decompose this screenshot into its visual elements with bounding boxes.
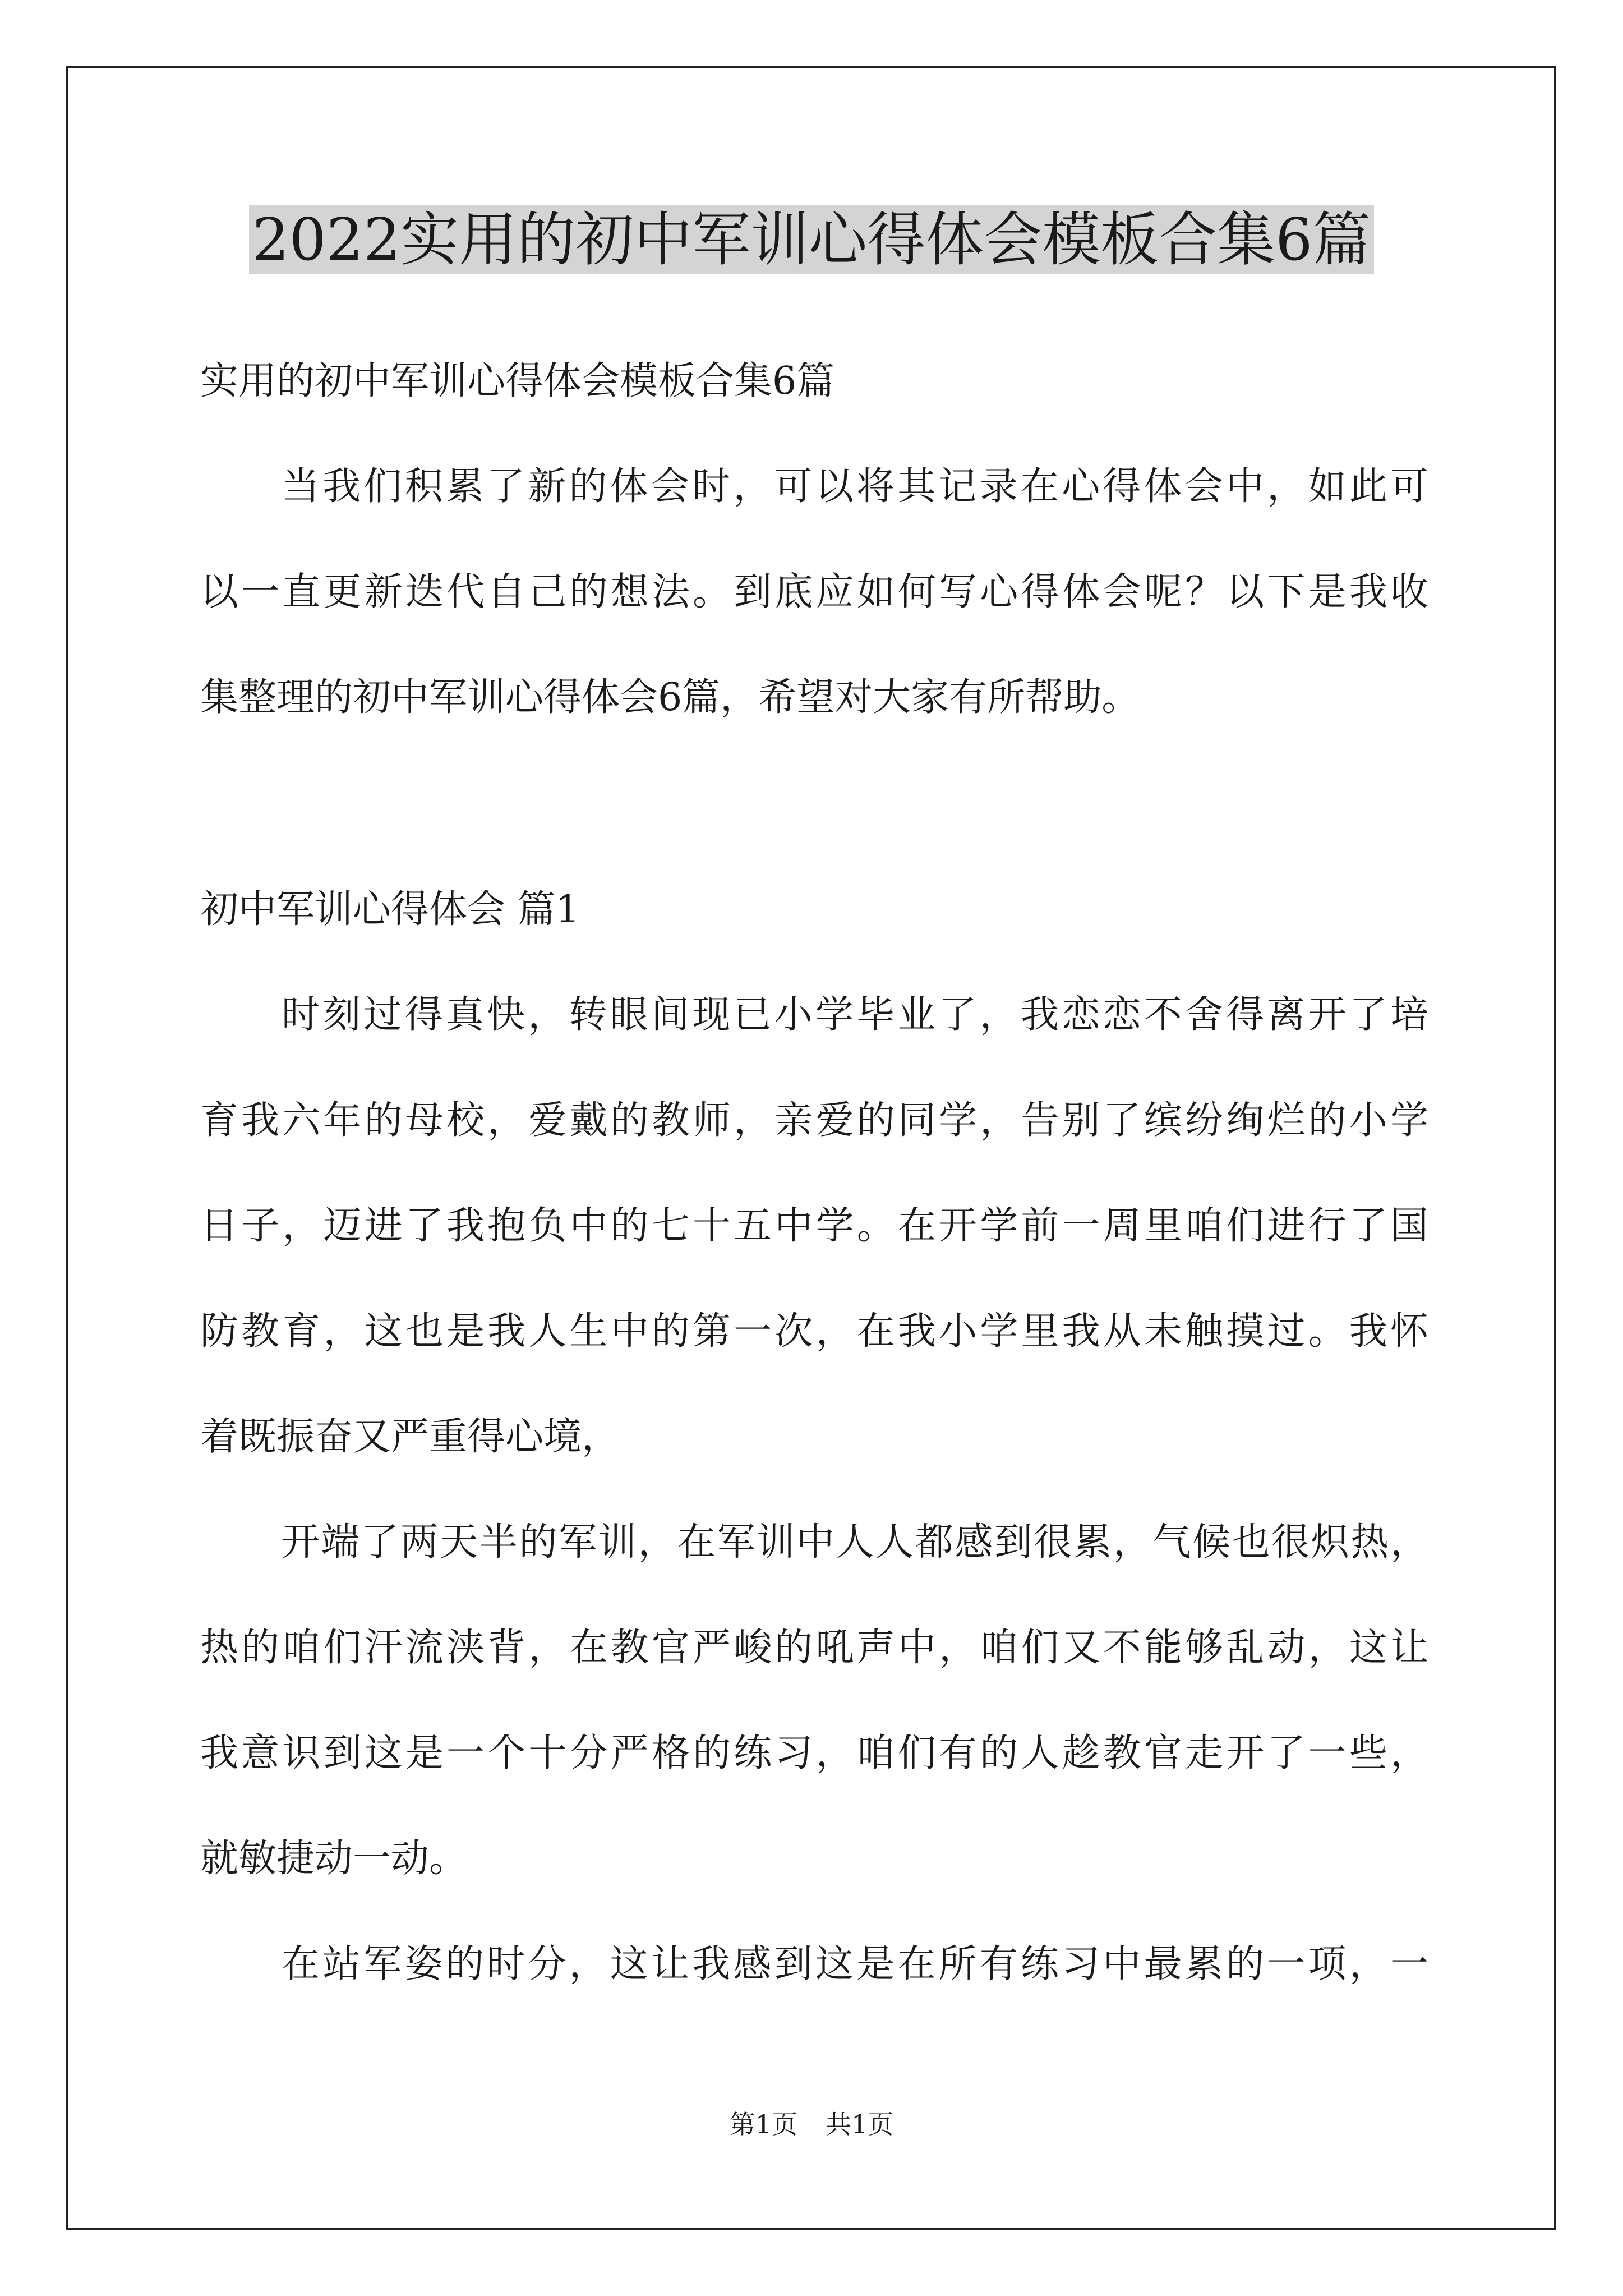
intro-line: 当我们积累了新的体会时，可以将其记录在心得体会中，如此可 [282, 464, 1428, 509]
intro-line: 以一直更新迭代自己的想法。到底应如何写心得体会呢？以下是我收 [200, 570, 1428, 614]
paragraph-line: 开端了两天半的军训，在军训中人人都感到很累，气候也很炽热， [282, 1520, 1428, 1565]
paragraph-line: 热的咱们汗流浃背，在教官严峻的吼声中，咱们又不能够乱动，这让 [200, 1626, 1428, 1670]
paragraph-line: 在站军姿的时分，这让我感到这是在所有练习中最累的一项，一 [282, 1942, 1428, 1986]
paragraph-line: 着既振奋又严重得心境， [200, 1415, 620, 1459]
paragraph-line: 时刻过得真快，转眼间现已小学毕业了，我恋恋不舍得离开了培 [282, 993, 1428, 1037]
page-footer [0, 2105, 1623, 2144]
document-title [0, 197, 1623, 282]
page-number: 第1页 [729, 2109, 797, 2139]
section-heading: 初中军训心得体会 篇1 [200, 887, 580, 932]
paragraph-line: 日子，迈进了我抱负中的七十五中学。在开学前一周里咱们进行了国 [200, 1204, 1428, 1248]
paragraph-line: 就敏捷动一动。 [200, 1837, 468, 1881]
paragraph-line: 育我六年的母校，爱戴的教师，亲爱的同学，告别了缤纷绚烂的小学 [200, 1098, 1428, 1143]
paragraph-line: 防教育，这也是我人生中的第一次，在我小学里我从未触摸过。我怀 [200, 1309, 1428, 1354]
paragraph-line: 我意识到这是一个十分严格的练习，咱们有的人趁教官走开了一些， [200, 1731, 1428, 1775]
document-title-text: 2022实用的初中军训心得体会模板合集6篇 [249, 205, 1375, 274]
intro-line: 集整理的初中军训心得体会6篇，希望对大家有所帮助。 [200, 675, 1140, 720]
document-subtitle: 实用的初中军训心得体会模板合集6篇 [200, 359, 835, 403]
page-total: 共1页 [826, 2109, 894, 2139]
